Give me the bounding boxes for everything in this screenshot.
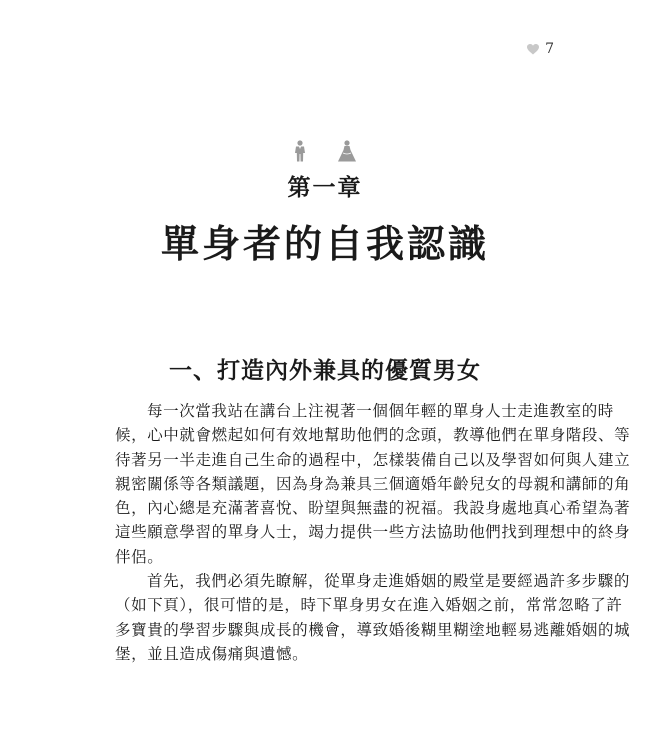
bride-icon — [337, 140, 357, 162]
paragraph-1-line-7: 伴侶。 — [115, 547, 164, 566]
paragraph-2-line-4: 堡，並且造成傷痛與遺憾。 — [115, 644, 309, 663]
groom-icon — [293, 140, 307, 162]
paragraph-1-line-6: 這些願意學習的單身人士，竭力提供一些方法協助他們找到理想中的終身 — [115, 523, 631, 542]
paragraph-1-line-1: 每一次當我站在講台上注視著一個個年輕的單身人士走進教室的時 — [147, 402, 614, 420]
chapter-label: 第一章 — [287, 174, 363, 201]
chapter-title: 單身者的自我認識 — [160, 221, 489, 266]
paragraph-2-line-2: （如下頁），很可惜的是，時下單身男女在進入婚姻之前，常常忽略了許 — [115, 596, 623, 615]
paragraph-1-line-5: 色，內心總是充滿著喜悅、盼望與無盡的祝福。我設身處地真心希望為著 — [115, 499, 631, 518]
page-header — [527, 42, 554, 56]
chapter-icons — [0, 140, 650, 162]
body-text — [115, 399, 631, 666]
section-title: 一、打造內外兼具的優質男女 — [169, 357, 481, 384]
paragraph-2-line-3: 多寶貴的學習步驟與成長的機會，導致婚後糊里糊塗地輕易逃離婚姻的城 — [115, 620, 631, 639]
page-number: 7 — [545, 41, 554, 57]
paragraph-1-line-4: 親密關係等各類議題，因為身為兼具三個適婚年齡兒女的母親和講師的角 — [115, 474, 631, 493]
paragraph-1-line-2: 候，心中就會燃起如何有效地幫助他們的念頭，教導他們在單身階段、等 — [115, 426, 631, 445]
heart-icon — [527, 44, 539, 55]
paragraph-2-line-1: 首先，我們必須先瞭解，從單身走進婚姻的殿堂是要經過許多步驟的 — [147, 572, 631, 591]
paragraph-1-line-3: 待著另一半走進自己生命的過程中，怎樣裝備自己以及學習如何與人建立 — [115, 450, 631, 469]
